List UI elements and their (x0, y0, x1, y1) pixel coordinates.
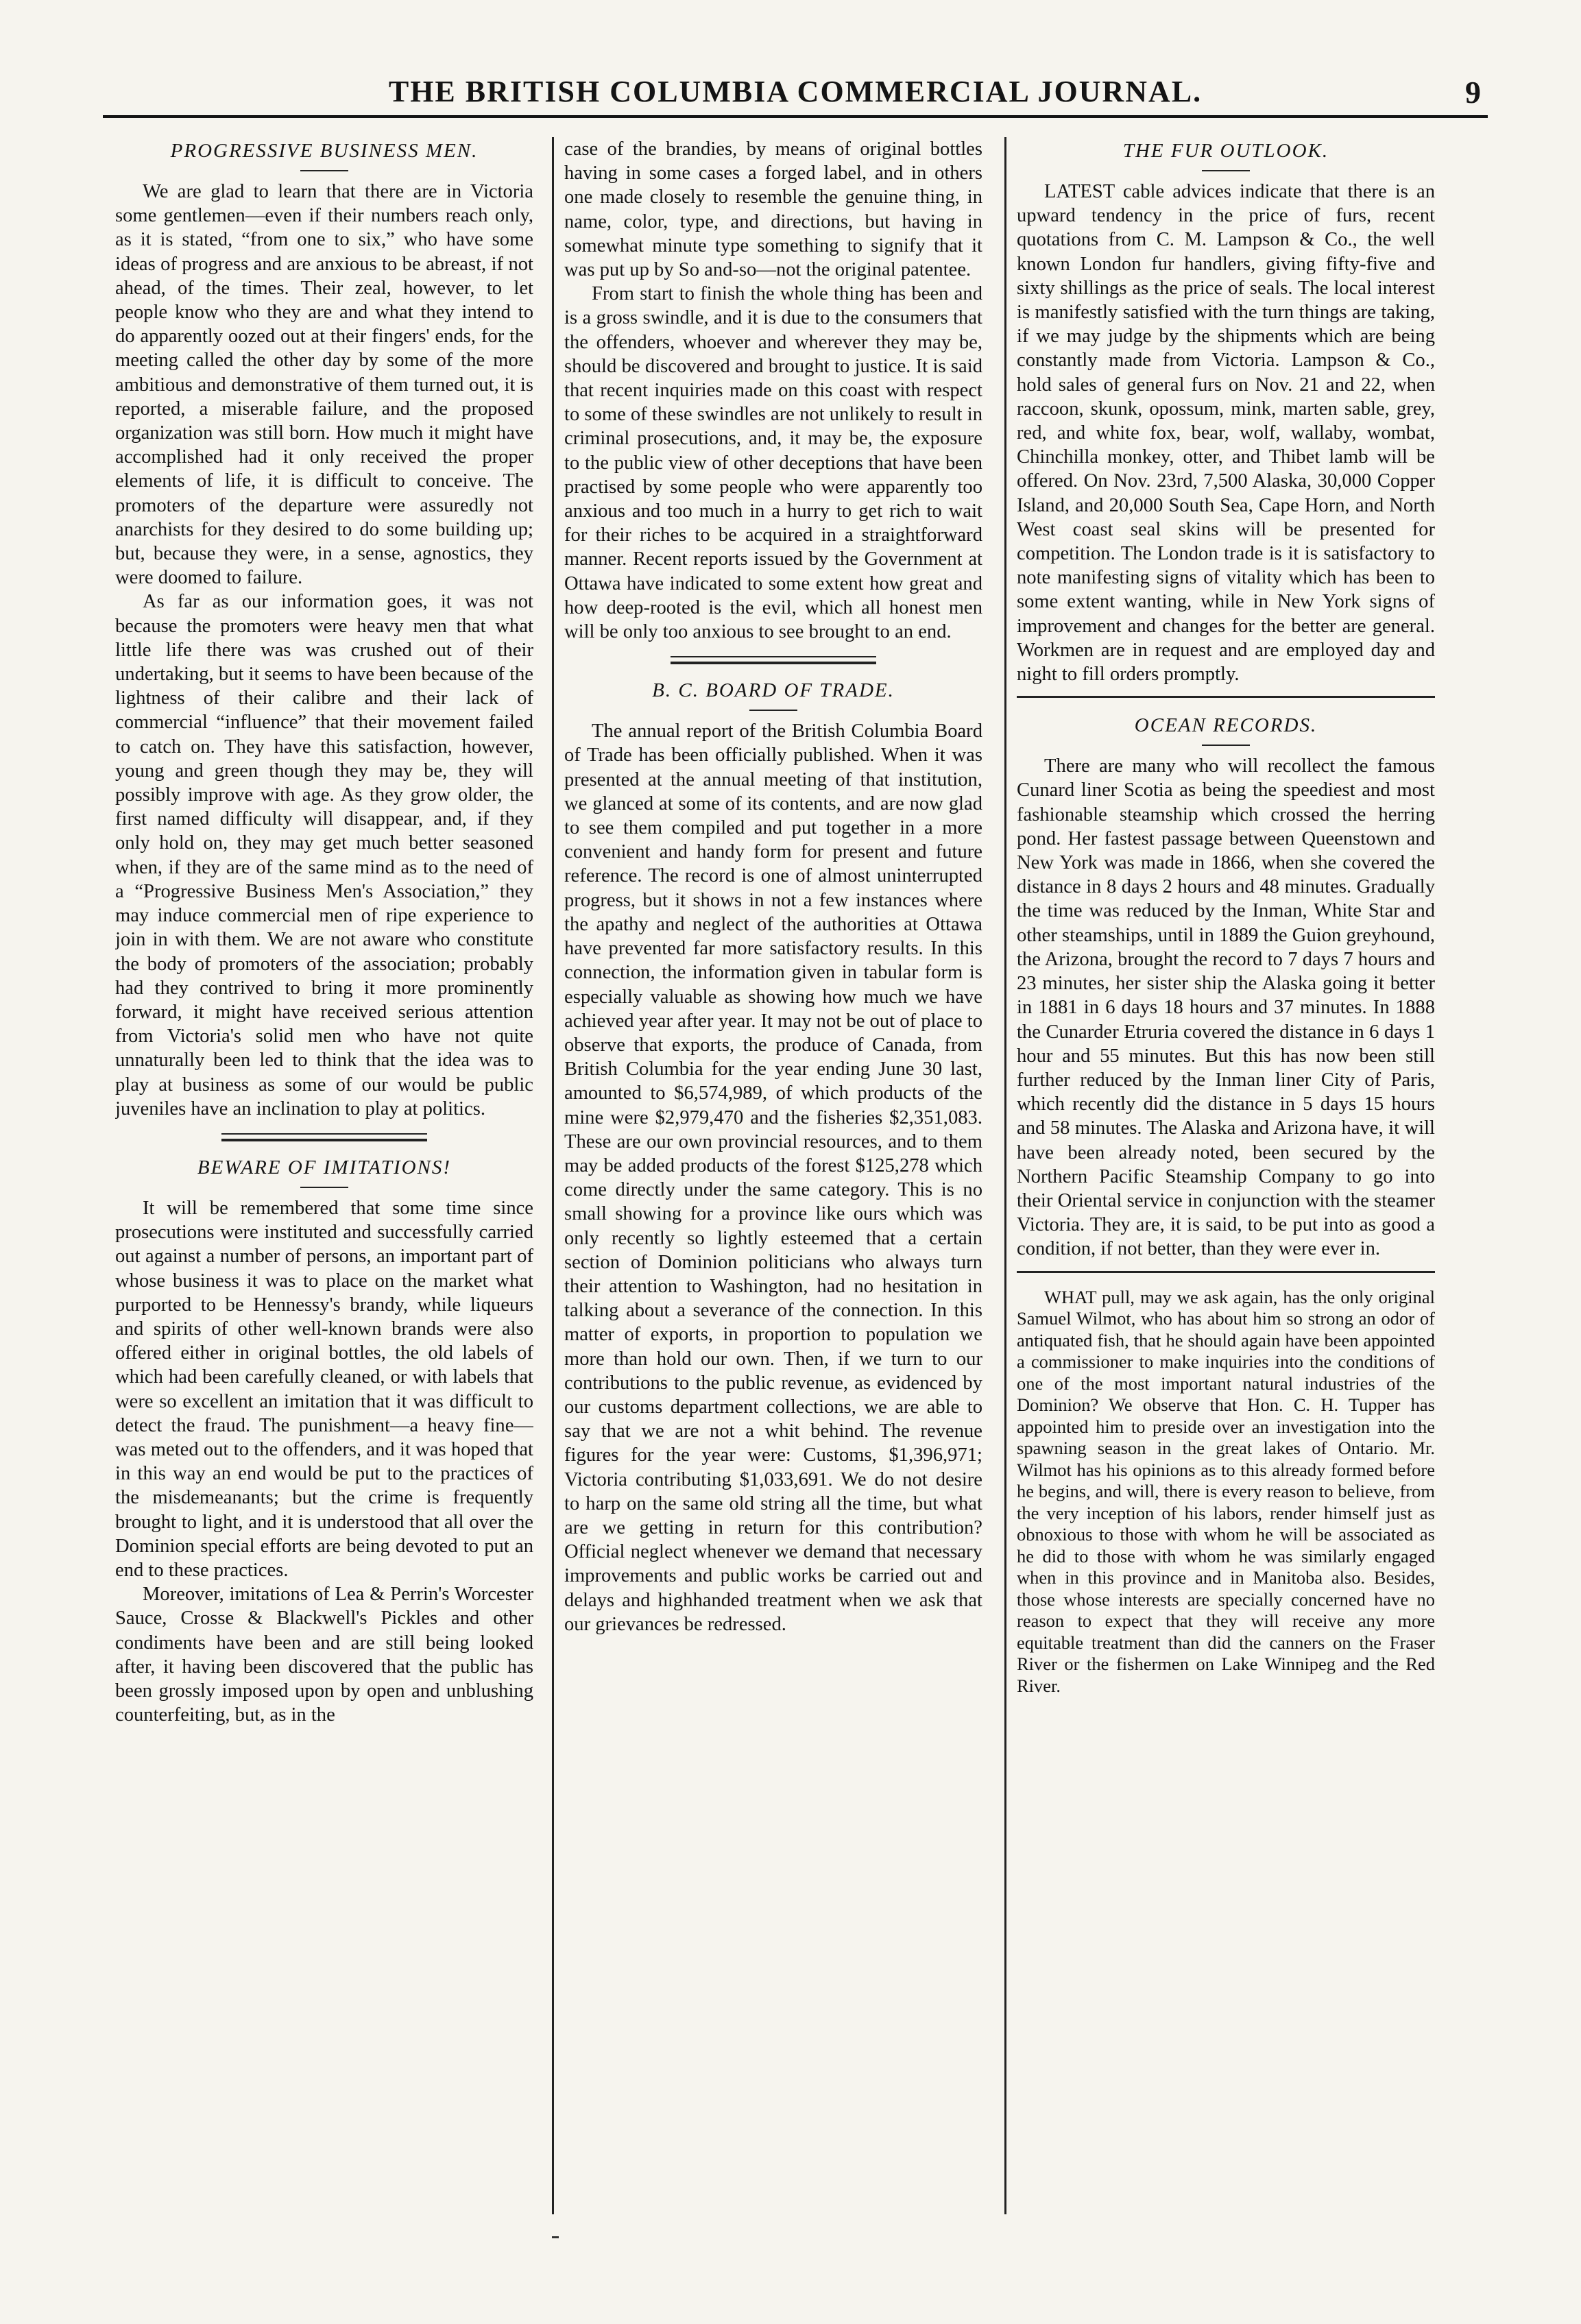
heading-dash (300, 170, 348, 171)
header-rule (103, 115, 1488, 118)
article-paragraph: We are glad to learn that there are in Victoria some gentlemen—even if their numbers reach only, as it is stated, “from one to six,” who have some ideas of progress and are anxious to be abreast, if not ahead, of the times. Their zeal, however, to let people know who they are and what they intend to do apparently oozed out at their fingers' ends, for the meeting called the other day by some of the more ambitious and demonstrative of them turned out, it is reported, a miserable failure, and the proposed organization was still born. How much it might have accomplished had it only received the proper elements of life, it is difficult to conceive. The promoters of the departure were assuredly not anarchists for they desired to do some building up; but, because they were, in a sense, agnostics, they were doomed to failure. (115, 181, 533, 589)
article-paragraph: WHAT pull, may we ask again, has the only original Samuel Wilmot, who has about him so strong an odor of antiquated fish, that he should again have been appointed a commissioner to make inquiries into the conditions of one of the most important natural industries of the Dominion? We observe that Hon. C. H. Tupper has appointed him to preside over an investigation into the spawning season in the great lakes of Ontario. Mr. Wilmot has his opinions as to this already formed before he begins, and will, there is every reason to believe, from the very inception of his labors, render himself just as obnoxious to those with whom he will be associated as he did to those with whom he was similarly engaged when in this province and in Manitoba also. Besides, those whose interests are specially concerned have no reason to expect that they will receive any more equitable treatment than did the canners on the Fraser River or the fishermen on Lake Winnipeg and the Red River. (1017, 1286, 1435, 1696)
article-paragraph: LATEST cable advices indicate that there is an upward tendency in the price of furs, recent quotations from C. M. Lampson & Co., the well known London fur handlers, giving fifty-five and sixty shillings as the price of seals. The local interest is manifestly satisfied with the turn things are taking, if we may judge by the shipments which are being constantly made from Victoria. Lampson & Co., hold sales of general furs on Nov. 21 and 22, when raccoon, skunk, opossum, mink, marten sable, grey, red, and white fox, bear, wolf, wallaby, wombat, Chinchilla monkey, otter, and Thibet lamb will be offered. On Nov. 23rd, 7,500 Alaska, 30,000 Copper Island, and 20,000 South Sea, Cape Horn, and North West coast seal skins will be presented for competition. The London trade is it is satisfactory to note manifesting signs of vitality which has been to some extent wanting, while in New York signs of improvement and changes for the better are general. Workmen are in request and are employed day and night to fill orders promptly. (1017, 181, 1435, 686)
article-heading: OCEAN RECORDS. (1134, 714, 1318, 737)
journal-title: THE BRITISH COLUMBIA COMMERCIAL JOURNAL. (388, 75, 1203, 108)
section-separator (115, 1133, 533, 1141)
section-separator (1017, 1271, 1435, 1273)
column-right (1017, 137, 1435, 2207)
article-paragraph: case of the brandies, by means of original bottles having in some cases a forged label, and in others one made closely to resemble the genuine thing, in name, color, type, and directions, but having in somewhat minute type something to signify that it was put up by So and-so—not the original patentee. (564, 138, 982, 281)
article-paragraph: From start to finish the whole thing has been and is a gross swindle, and it is due to the consumers that the offenders, whoever and wherever they may be, should be discovered and brought to justice. It is said that recent inquiries made on this coast with respect to some of these swindles are not unlikely to result in criminal prosecutions, and, it may be, the exposure to the public view of other deceptions that have been practised by some people who were apparently too anxious and too much in a hurry to get rich to wait for their riches to be acquired in a straightforward manner. Recent reports issued by the Government at Ottawa have indicated to some extent how great and how deep-rooted is the evil, which all honest men will be only too anxious to see brought to an end. (564, 283, 982, 643)
page-number: 9 (1465, 75, 1481, 110)
column-divider (552, 137, 554, 2214)
page-header (103, 74, 1488, 137)
heading-dash (1202, 170, 1250, 171)
article-paragraph: It will be remembered that some time since prosecutions were instituted and successfully carried out against a number of persons, an important part of whose business it was to place on the market what purported to be Hennessy's brandy, while liqueurs and spirits of other well-known brands were also offered either in original bottles, the old labels of which had been carefully cleaned, or with labels that were so excellent an imitation that it was difficult to detect the fraud. The punishment—a heavy fine—was meted out to the offenders, and it was hoped that in this way an end would be put to the practices of the misdemeanants; but the crime is frequently brought to light, and it is understood that all over the Dominion special efforts are being devoted to put an end to these practices. (115, 1197, 533, 1581)
column-divider (1004, 137, 1006, 2214)
heading-dash (1202, 745, 1250, 746)
print-mark (552, 2236, 559, 2238)
section-separator (564, 656, 982, 664)
heading-dash (300, 1187, 348, 1188)
column-left (115, 137, 533, 2207)
article-heading: B. C. BOARD OF TRADE. (652, 679, 895, 702)
article-paragraph: As far as our information goes, it was not because the promoters were heavy men that what little life there was was crushed out of their undertaking, but it seems to have been because of the lightness of their calibre and their lack of commercial “influence” that their movement failed to catch on. They have this satisfaction, however, young and green though they may be, they will possibly improve with age. As they grow older, the first named difficulty will disappear, and, if they only hold on, they may get much better seasoned when, if they are of the same mind as to the need of a “Progressive Business Men's Association,” they may induce commercial men of ripe experience to join in with them. We are not aware who constitute the body of promoters of the association; probably had they contrived to bring it more prominently forward, it might have received serious attention from Victoria's solid men who have not quite unnaturally been led to think that the idea was to play at business as some of our would be public juveniles have an inclination to play at politics. (115, 591, 533, 1119)
article-paragraph: The annual report of the British Columbia Board of Trade has been officially published. When it was presented at the annual meeting of that institution, we glanced at some of its contents, and are now glad to see them compiled and put together in a more convenient and handy form for present and future reference. The record is one of almost uninterrupted progress, but it shows in not a few instances where the apathy and neglect of the authorities at Ottawa have prevented far more satisfactory results. In this connection, the information given in tabular form is especially valuable as showing how much we have achieved year after year. It may not be out of place to observe that exports, the produce of Canada, from British Columbia for the year ending June 30 last, amounted to $6,574,989, of which products of the mine were $2,979,470 and the fisheries $2,351,083. These are our own provincial resources, and to them may be added products of the forest $125,278 which come directly under the same category. This is no small showing for a province like ours which was only recently so lightly esteemed that a certain section of Dominion politicians who always turn their attention to Washington, had no hesitation in talking about a severance of the connection. In this matter of exports, in proportion to population we more than hold our own. Then, if we turn to our contributions to the public revenue, as evidenced by our customs department collections, we are able to say that we are not a whit behind. The revenue figures for the year were: Customs, $1,396,971; Victoria contributing $1,033,691. We do not desire to harp on the same old string all the time, but what are we getting in return for this contribution? Official neglect whenever we demand that necessary improvements and public works be carried out and delays and highhanded treatment when we ask that our grievances be redressed. (564, 721, 982, 1635)
article-paragraph: There are many who will recollect the famous Cunard liner Scotia as being the speediest and most fashionable steamship which crossed the herring pond. Her fastest passage between Queenstown and New York was made in 1866, when she covered the distance in 8 days 2 hours and 48 minutes. Gradually the time was reduced by the Inman, White Star and other steamships, until in 1889 the Guion greyhound, the Arizona, brought the record to 7 days 7 hours and 23 minutes, her sister ship the Alaska going it better in 1881 in 6 days 18 hours and 37 minutes. In 1888 the Cunarder Etruria covered the distance in 6 days 1 hour and 55 minutes. But this has now been still further reduced by the Inman liner City of Paris, which recently did the distance in 5 days 15 hours and 58 minutes. The Alaska and Arizona have, it will have been already noted, been secured by the Northern Pacific Steamship Company to go into their Oriental service in conjunction with the steamer Victoria. They are, it is said, to be put into as good a condition, if not better, than they were ever in. (1017, 755, 1435, 1260)
article-heading: PROGRESSIVE BUSINESS MEN. (170, 140, 479, 162)
article-heading: BEWARE OF IMITATIONS! (197, 1156, 452, 1178)
article-paragraph: Moreover, imitations of Lea & Perrin's Worcester Sauce, Crosse & Blackwell's Pickles and other condiments have been and are still being looked after, it having been discovered that the public has been grossly imposed upon by open and unblushing counterfeiting, but, as in the (115, 1584, 533, 1726)
heading-dash (749, 710, 797, 711)
section-separator (1017, 696, 1435, 698)
article-heading: THE FUR OUTLOOK. (1122, 140, 1329, 162)
column-middle (564, 137, 982, 2207)
